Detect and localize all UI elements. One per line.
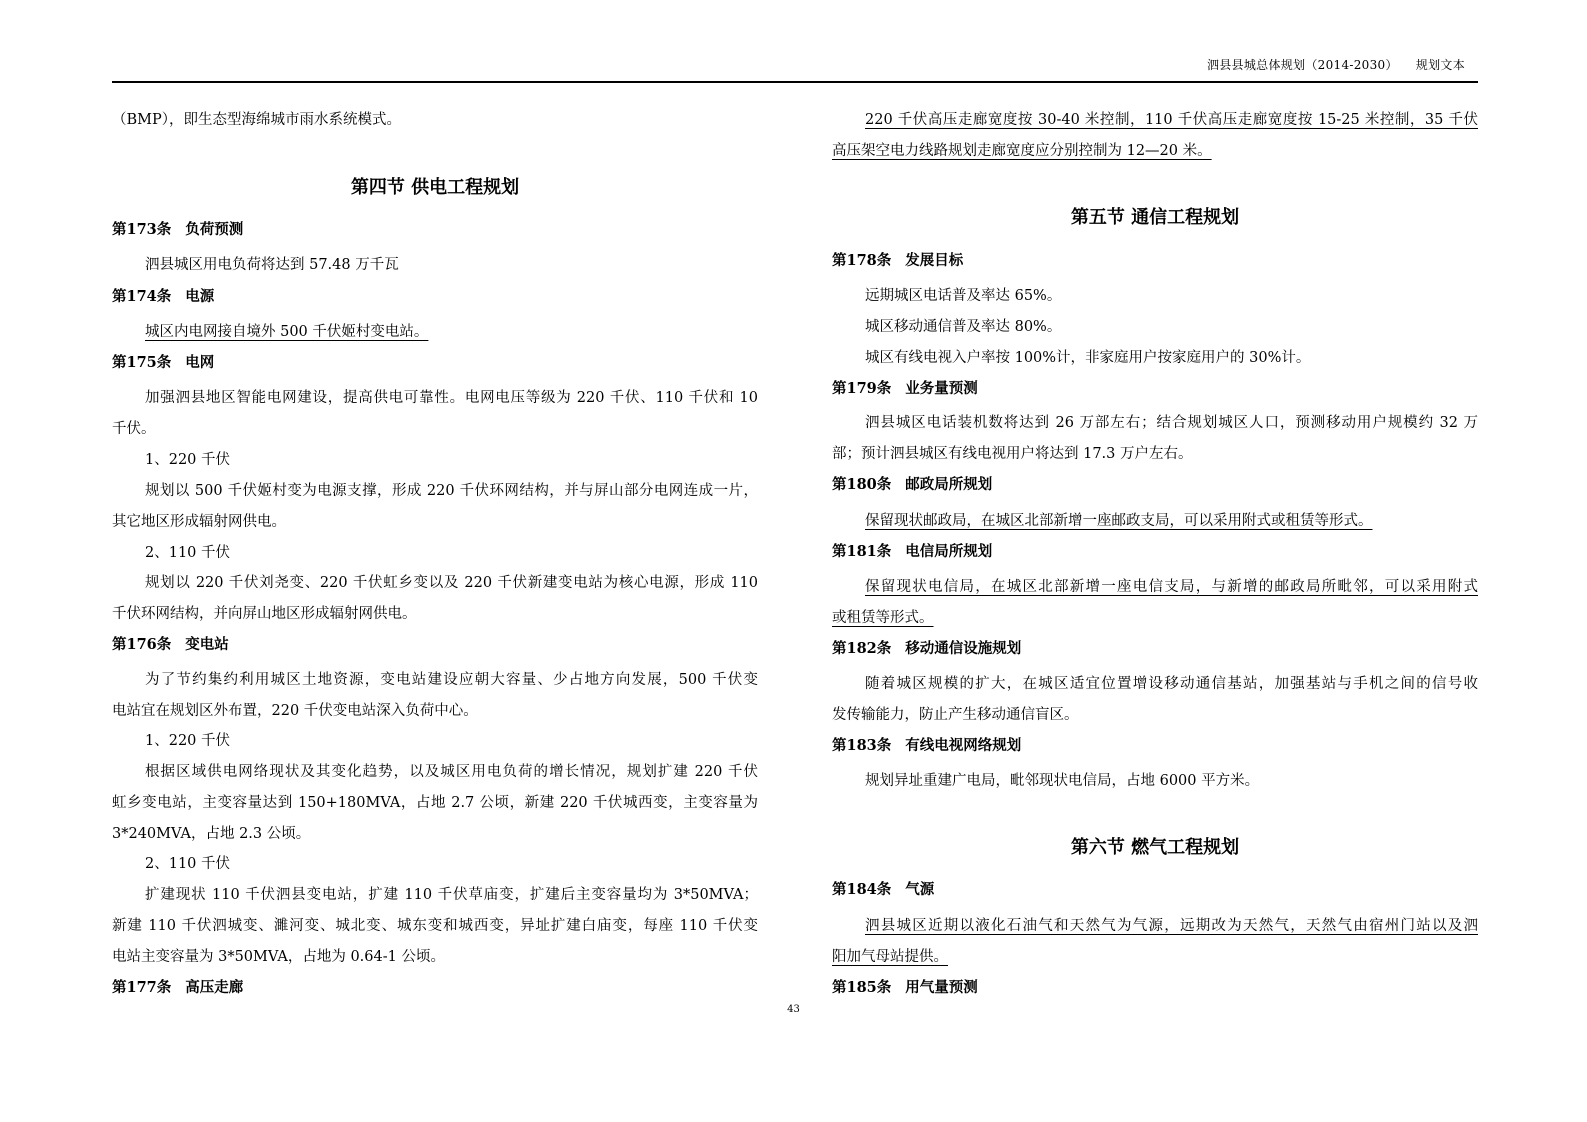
article-180 bbox=[832, 475, 992, 495]
paragraph-line: 随着城区规模的扩大，在城区适宜位置增设移动通信基站，加强基站与手机之间的信号收 bbox=[865, 676, 1478, 692]
paragraph-line: 3*240MVA，占地 2.3 公顷。 bbox=[112, 826, 311, 842]
article-183 bbox=[832, 736, 1021, 756]
paragraph-line: 远期城区电话普及率达 65%。 bbox=[865, 288, 1062, 304]
doc-title: 泗县县城总体规划（2014-2030） bbox=[1206, 58, 1398, 72]
paragraph-line: 发传输能力，防止产生移动通信盲区。 bbox=[832, 707, 1079, 723]
paragraph-line: 规划以 500 千伏姬村变为电源支撑，形成 220 千伏环网结构，并与屏山部分电网连成一片， bbox=[145, 483, 758, 499]
article-178 bbox=[832, 251, 963, 271]
paragraph-line: 电站主变容量为 3*50MVA，占地为 0.64-1 公顷。 bbox=[112, 949, 445, 965]
list-marker: 2、110 千伏 bbox=[145, 545, 231, 561]
article-182 bbox=[832, 639, 1021, 659]
list-marker: 1、220 千伏 bbox=[145, 733, 231, 749]
article-174 bbox=[112, 287, 214, 307]
paragraph-line-wrap bbox=[832, 511, 1373, 531]
paragraph-line-wrap bbox=[832, 110, 1478, 130]
paragraph-line: 扩建现状 110 千伏泗县变电站，扩建 110 千伏草庙变，扩建后主变容量均为 3*50MVA； bbox=[145, 887, 758, 903]
article-number: 第185条 bbox=[832, 979, 892, 996]
running-header bbox=[1207, 56, 1465, 73]
article-177 bbox=[112, 978, 243, 998]
paragraph-line-wrap bbox=[832, 947, 948, 967]
paragraph-line: 千伏。 bbox=[112, 421, 156, 437]
article-title: 有线电视网络规划 bbox=[905, 737, 1022, 754]
paragraph-line: 根据区域供电网络现状及其变化趋势，以及城区用电负荷的增长情况，规划扩建 220 千伏 bbox=[145, 764, 758, 780]
article-title: 电信局所规划 bbox=[905, 543, 993, 560]
article-title: 发展目标 bbox=[905, 252, 964, 269]
article-175 bbox=[112, 353, 214, 373]
underlined-text: 220 千伏高压走廊宽度按 30-40 米控制，110 千伏高压走廊宽度按 15-25 米控制，35 千伏 bbox=[865, 112, 1478, 128]
article-number: 第175条 bbox=[112, 354, 172, 371]
article-title: 邮政局所规划 bbox=[905, 476, 993, 493]
article-185 bbox=[832, 978, 978, 998]
list-marker: 2、110 千伏 bbox=[145, 856, 231, 872]
paragraph-line: 城区有线电视入户率按 100%计，非家庭用户按家庭用户的 30%计。 bbox=[865, 350, 1311, 366]
article-number: 第179条 bbox=[832, 380, 892, 397]
article-number: 第181条 bbox=[832, 543, 892, 560]
article-number: 第177条 bbox=[112, 979, 172, 996]
article-181 bbox=[832, 542, 992, 562]
paragraph-line: 电站宜在规划区外布置，220 千伏变电站深入负荷中心。 bbox=[112, 703, 478, 719]
article-number: 第183条 bbox=[832, 737, 892, 754]
paragraph-line: 泗县城区用电负荷将达到 57.48 万千瓦 bbox=[145, 257, 399, 273]
section-heading-4: 第四节 供电工程规划 bbox=[350, 177, 520, 198]
page-number: 43 bbox=[787, 1004, 800, 1015]
paragraph-line: 虹乡变电站，主变容量达到 150+180MVA，占地 2.7 公顷，新建 220 千伏城西变，主变容量为 bbox=[112, 795, 758, 811]
underlined-text: 保留现状电信局，在城区北部新增一座电信支局，与新增的邮政局所毗邻，可以采用附式 bbox=[865, 579, 1478, 595]
article-title: 移动通信设施规划 bbox=[905, 640, 1022, 657]
paragraph-line: 为了节约集约利用城区土地资源，变电站建设应朝大容量、少占地方向发展，500 千伏变 bbox=[145, 672, 758, 688]
paragraph-line: （BMP），即生态型海绵城市雨水系统模式。 bbox=[112, 112, 402, 128]
paragraph-line: 泗县城区电话装机数将达到 26 万部左右；结合规划城区人口，预测移动用户规模约 32 万 bbox=[865, 415, 1478, 431]
article-number: 第182条 bbox=[832, 640, 892, 657]
underlined-text: 阳加气母站提供。 bbox=[832, 949, 948, 965]
paragraph-line: 城区移动通信普及率达 80%。 bbox=[865, 319, 1062, 335]
paragraph-line-wrap bbox=[832, 141, 1212, 161]
section-heading-6: 第六节 燃气工程规划 bbox=[1070, 837, 1240, 858]
underlined-text: 保留现状邮政局，在城区北部新增一座邮政支局，可以采用附式或租赁等形式。 bbox=[865, 513, 1373, 529]
paragraph-line-wrap bbox=[832, 577, 1478, 597]
article-173 bbox=[112, 220, 243, 240]
paragraph-line: 新建 110 千伏泗城变、濉河变、城北变、城东变和城西变，异址扩建白庙变，每座 110 千伏变 bbox=[112, 918, 758, 934]
paragraph-line: 千伏环网结构，并向屏山地区形成辐射网供电。 bbox=[112, 606, 417, 622]
article-number: 第173条 bbox=[112, 221, 172, 238]
paragraph-line: 加强泗县地区智能电网建设，提高供电可靠性。电网电压等级为 220 千伏、110 千伏和 10 bbox=[145, 390, 758, 406]
article-176 bbox=[112, 635, 229, 655]
article-title: 气源 bbox=[905, 881, 935, 898]
article-number: 第174条 bbox=[112, 288, 172, 305]
list-marker: 1、220 千伏 bbox=[145, 452, 231, 468]
article-title: 用气量预测 bbox=[905, 979, 978, 996]
article-number: 第180条 bbox=[832, 476, 892, 493]
paragraph-line: 规划以 220 千伏刘尧变、220 千伏虹乡变以及 220 千伏新建变电站为核心电源，形成 110 bbox=[145, 575, 758, 591]
article-number: 第176条 bbox=[112, 636, 172, 653]
paragraph-line: 其它地区形成辐射网供电。 bbox=[112, 514, 286, 530]
paragraph-line: 规划异址重建广电局，毗邻现状电信局，占地 6000 平方米。 bbox=[865, 773, 1260, 789]
article-title: 业务量预测 bbox=[905, 380, 978, 397]
article-number: 第178条 bbox=[832, 252, 892, 269]
article-title: 高压走廊 bbox=[185, 979, 244, 996]
section-heading-5: 第五节 通信工程规划 bbox=[1070, 207, 1240, 228]
doc-type: 规划文本 bbox=[1415, 58, 1465, 72]
paragraph-line: 部；预计泗县城区有线电视用户将达到 17.3 万户左右。 bbox=[832, 446, 1193, 462]
article-title: 负荷预测 bbox=[185, 221, 244, 238]
header-rule bbox=[112, 81, 1478, 83]
underlined-text: 城区内电网接自境外 500 千伏姬村变电站。 bbox=[145, 324, 429, 340]
article-184 bbox=[832, 880, 934, 900]
article-title: 变电站 bbox=[185, 636, 229, 653]
paragraph-line-wrap bbox=[832, 916, 1478, 936]
article-title: 电网 bbox=[185, 354, 215, 371]
article-179 bbox=[832, 379, 978, 399]
article-title: 电源 bbox=[185, 288, 215, 305]
paragraph-line-wrap bbox=[832, 608, 934, 628]
underlined-text: 泗县城区近期以液化石油气和天然气为气源，远期改为天然气，天然气由宿州门站以及泗 bbox=[865, 918, 1478, 934]
article-number: 第184条 bbox=[832, 881, 892, 898]
underlined-text: 高压架空电力线路规划走廊宽度应分别控制为 12—20 米。 bbox=[832, 143, 1212, 159]
paragraph-line-wrap bbox=[112, 322, 428, 342]
underlined-text: 或租赁等形式。 bbox=[832, 610, 934, 626]
